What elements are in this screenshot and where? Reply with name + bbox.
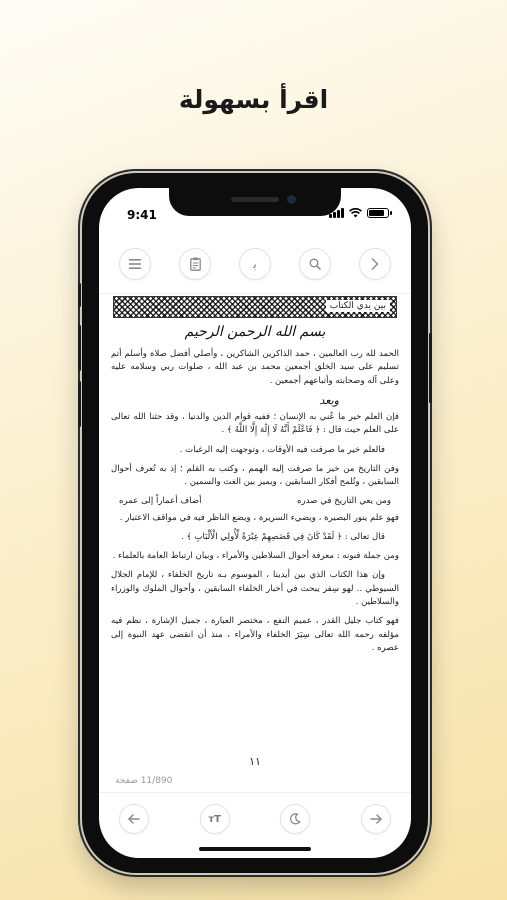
volume-up-button xyxy=(78,325,81,371)
font-style-button[interactable] xyxy=(239,248,271,280)
arrow-left-icon xyxy=(128,814,140,824)
phone-frame xyxy=(82,173,428,873)
reader-bottombar xyxy=(99,804,411,834)
paragraph: الحمد لله رب العالمين ، حمد الذاكرين الشاكرين ، وأصلي أفضل صلاة وأسلم أتم تسليم على سيد الخلق أجمعين محمد بن عبد الله ، صلوات ربي وسلامه عليه وعلى آله وصحابته وأتباعهم أجمعين . xyxy=(111,349,399,386)
poem-verse xyxy=(119,496,391,506)
menu-icon xyxy=(129,259,141,269)
mute-switch xyxy=(78,283,81,307)
page-counter: 11/890 صفحة xyxy=(115,776,173,786)
back-button[interactable] xyxy=(359,248,391,280)
moon-icon xyxy=(289,813,301,825)
index-button[interactable] xyxy=(179,248,211,280)
chevron-right-icon xyxy=(371,258,379,270)
font-style-icon: ﺑ xyxy=(253,257,257,271)
text-size-button[interactable] xyxy=(200,804,230,834)
paragraph: قال تعالى : ﴿ لَقَدْ كَانَ فِي قَصَصِهِمْ عِبْرَةٌ لِّأُولِي الْأَلْبَابِ ﴾ . xyxy=(181,531,385,542)
paragraph: وفن التاريخ من خير ما صرفت إليه الهمم ، وكتب به القلم ؛ إذ به تُعرف أحوال السابقين ، وتُلمح أفكار السابقين ، ويميز بين الغث والسمين . xyxy=(111,463,399,488)
battery-icon xyxy=(367,208,389,218)
wifi-icon xyxy=(349,208,362,218)
search-button[interactable] xyxy=(299,248,331,280)
book-page[interactable] xyxy=(111,296,399,766)
wabad-heading: وبعد xyxy=(319,393,339,407)
notch xyxy=(169,188,341,216)
paragraph: فالعلم خير ما صرفت فيه الأوقات ، وتوجهت إليه الرغبات . xyxy=(179,444,385,455)
power-button xyxy=(429,333,432,403)
text-size-icon: тT xyxy=(208,813,221,825)
reader-toolbar xyxy=(99,248,411,280)
bottombar-divider xyxy=(99,792,411,793)
paragraph: فإن العلم خير ما عُني به الإنسان ؛ ففيه قوام الدين والدنيا ، وقد حثنا الله تعالى على العلم حيث قال : ﴿ فَاعْلَمْ أَنَّهُ لَا إِلَٰهَ إِلَّا اللَّهُ ﴾ . xyxy=(111,411,399,436)
poem-left-hemistich: أضاف أعماراً إلى عمره xyxy=(119,495,202,506)
volume-down-button xyxy=(78,381,81,427)
status-time: 9:41 xyxy=(127,208,157,222)
basmala: بسم الله الرحمن الرحيم xyxy=(184,324,326,340)
ornament-header xyxy=(113,296,397,318)
poem-right-hemistich: ومن يعي التاريخ في صدره xyxy=(297,495,391,506)
front-camera xyxy=(287,195,296,204)
paragraph: فهو علم ينور البصيرة ، ويضيء السريرة ، ويضع الناظر فيه في مواقف الاعتبار . xyxy=(119,512,399,523)
previous-page-button[interactable] xyxy=(119,804,149,834)
paragraph: ومن جملة فنونه : معرفة أحوال السلاطين والأمراء ، وبيان ارتباط العامة بالعلماء . xyxy=(112,551,399,562)
speaker xyxy=(231,197,279,202)
toolbar-divider xyxy=(99,293,411,294)
night-mode-button[interactable] xyxy=(280,804,310,834)
menu-button[interactable] xyxy=(119,248,151,280)
headline: اقرأ بسهولة xyxy=(178,85,329,114)
home-indicator[interactable] xyxy=(199,847,311,851)
arrow-right-icon xyxy=(370,814,382,824)
clipboard-icon xyxy=(190,257,201,271)
next-page-button[interactable] xyxy=(361,804,391,834)
paragraph: فهو كتاب جليل القدر ، عميم النفع ، مختصر العبارة ، جميل الإشارة ، نظم فيه مؤلفه رحمه الله تعالى سِيَرَ الخلفاء والأمراء ، منذ أن انقضى عهد النبوة إلى عصره . xyxy=(111,616,399,653)
paragraph: وإن هذا الكتاب الذي بين أيدينا ، الموسوم بـه تاريخ الخلفاء ، للإمام الجلال السيوطي .. لهو سِفر يبحث في أخبار الخلفاء السابقين ، وأحوال الملوك والوزراء والسلاطين . xyxy=(111,570,399,608)
cellular-signal-icon xyxy=(329,208,344,218)
ornament-title: بين يدي الكتاب xyxy=(326,300,390,312)
search-icon xyxy=(309,258,321,270)
status-icons xyxy=(329,208,389,218)
phone-screen xyxy=(99,188,411,858)
page-number: ١١ xyxy=(249,755,261,768)
